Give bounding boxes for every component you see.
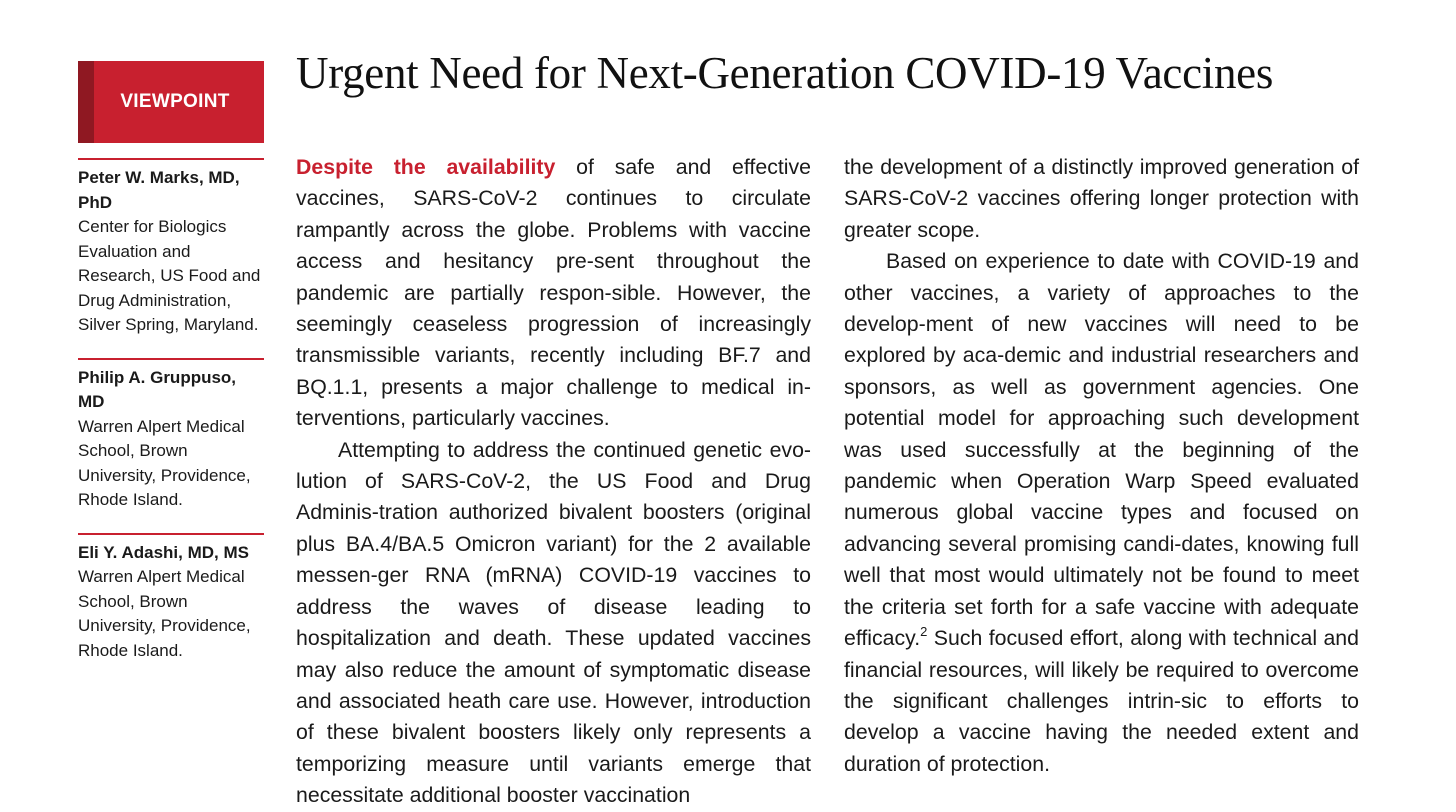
author-name: Philip A. Gruppuso, MD: [78, 367, 237, 411]
reference-superscript[interactable]: 2: [920, 624, 928, 640]
body-paragraph: the development of a distinctly improved generation of SARS-CoV-2 vaccines offering longer protection with greater scope.: [844, 155, 1359, 242]
viewpoint-badge: [78, 61, 264, 143]
article-title: Urgent Need for Next-Generation COVID-19 Vaccines: [296, 48, 1274, 98]
body-column-left: [296, 152, 811, 812]
author-affiliation: Warren Alpert Medical School, Brown University, Providence, Rhode Island.: [78, 416, 251, 509]
author-list: [78, 158, 264, 683]
body-paragraph: Attempting to address the continued genetic evo-lution of SARS-CoV-2, the US Food and Drug Adminis-tration authorized bivalent boosters (original plus BA.4/BA.5 Omicron variant) for the 2 available messen-ger RNA (mRNA) COVID-19 vaccines to address the waves of disease leading to hospitalization and death. These updated vaccines may also reduce the amount of symptomatic disease and associated heath care use. However, introduction of these bivalent boosters likely only represents a temporizing measure until variants emerge that necessitate additional booster vaccination: [296, 437, 811, 808]
author-block: [78, 533, 264, 664]
lead-in-text: Despite the availability: [296, 155, 556, 179]
author-affiliation: Warren Alpert Medical School, Brown University, Providence, Rhode Island.: [78, 567, 251, 660]
body-paragraph: [844, 246, 1359, 780]
author-block: [78, 158, 264, 338]
viewpoint-label: VIEWPOINT: [120, 91, 230, 112]
author-name: Peter W. Marks, MD, PhD: [78, 168, 240, 212]
author-name: Eli Y. Adashi, MD, MS: [78, 542, 249, 562]
author-block: [78, 358, 264, 513]
paragraph-text: of safe and effective vaccines, SARS-CoV-2 continues to circulate rampantly across the globe. Problems with vaccine access and hesitancy pre-sent throughout the pandemic are partially respon-sible. However, the seemingly ceaseless progression of increasingly transmissible variants, recently including BF.7 and BQ.1.1, presents a major challenge to medical in-terventions, particularly vaccines.: [296, 155, 811, 431]
paragraph-text: Based on experience to date with COVID-19 and other vaccines, a variety of approaches to the develop-ment of new vaccines will need to be explored by aca-demic and industrial researchers and sponsors, as well as government agencies. One potential model for approaching such development was used successfully at the beginning of the pandemic when Operation Warp Speed evaluated numerous global vaccine types and focused on advancing several promising candi-dates, knowing full well that most would ultimately not be found to meet the criteria set forth for a safe vaccine with adequate efficacy.: [844, 249, 1359, 651]
paragraph-text: Such focused effort, along with technical and financial resources, will likely be required to overcome the significant challenges intrin-sic to efforts to develop a vaccine having the needed extent and duration of protection.: [844, 626, 1359, 776]
body-column-right: [844, 152, 1359, 780]
author-affiliation: Center for Biologics Evaluation and Research, US Food and Drug Administration, Silver Spring, Maryland.: [78, 217, 261, 334]
body-paragraph: [296, 152, 811, 435]
